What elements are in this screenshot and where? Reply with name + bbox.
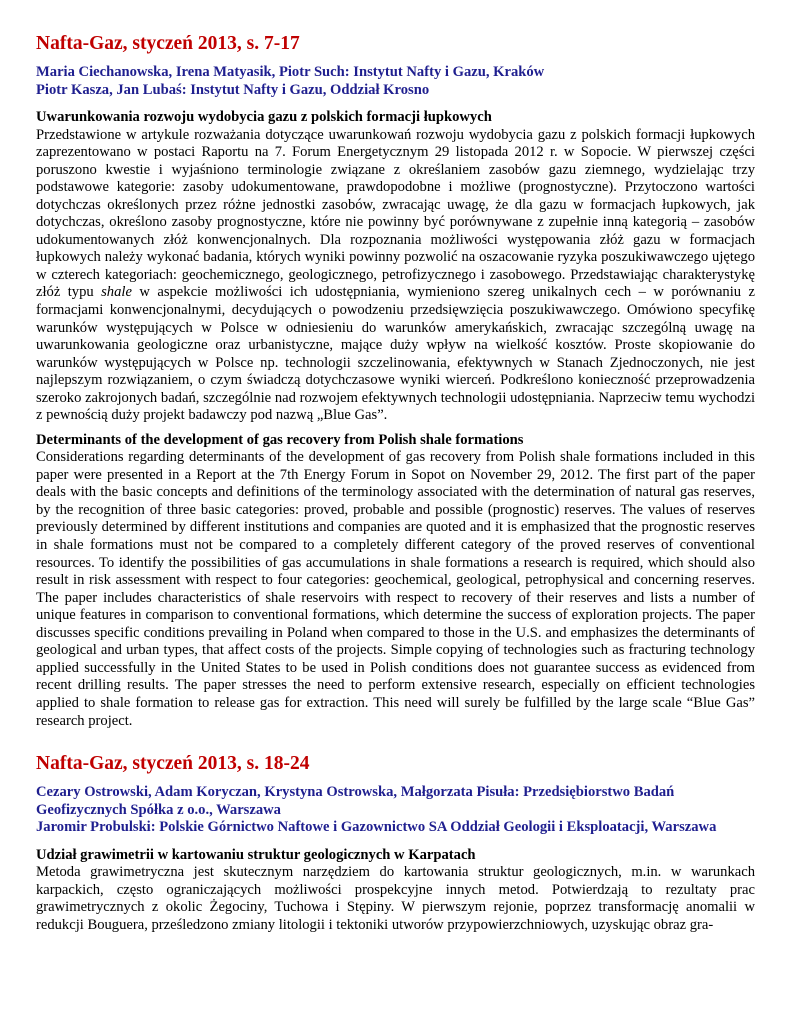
authors-line: Jaromir Probulski: Polskie Górnictwo Naftowe i Gazownictwo SA Oddział Geologii i Eksploatacji, Warszawa <box>36 819 717 836</box>
abstract-en: Considerations regarding determinants of the development of gas recovery from Polish shale formations included in this paper were presented in a Report at the 7th Energy Forum in Sopot on November 29, 2012. The first part of the paper deals with the basic concepts and definitions of the terminology associated with the determination of natural gas reserves, by the recognition of three basic categories: proved, probable and possible (prognostic) reserves. The values of reserves previously determined by different institutions and companies are quoted and it is emphasized that the prognostic reserves in shale formations must not be compared to a completely different category of the proved reserves of conventional resources. To identify the possibilities of gas accumulations in shale formations a research is required, which should also result in risk assessment with respect to four categories: geochemical, geological, petrophysical and concerning reserves. The paper includes characteristics of shale reservoirs with respect to recovery of their reserves and lists a number of unique features in comparison to conventional formations, which determine the success of exploration projects. The paper discusses specific conditions prevailing in Poland when compared to those in the U.S. and emphasizes the determinants of geological and urban types, that affect costs of the projects. Simple copying of technologies such as fracturing technology applied successfully in the United States to be used in Polish conditions does not guarantee success as evidenced from recent drilling results. The paper stresses the need to perform extensive research, especially on efficient technologies applied to shale formation to release gas for extraction. This need will surely be fulfilled by the large scale “Blue Gas” research project. <box>36 449 755 729</box>
section-title: Nafta-Gaz, styczeń 2013, s. 7-17 <box>36 33 300 54</box>
article-title-pl: Udział grawimetrii w kartowaniu struktur geologicznych w Karpatach <box>36 846 476 863</box>
authors-line: Piotr Kasza, Jan Lubaś: Instytut Nafty i Gazu, Oddział Krosno <box>36 81 430 98</box>
authors-line: Cezary Ostrowski, Adam Koryczan, Krystyna Ostrowska, Małgorzata Pisuła: Przedsiębiorstwo Badań Geofizycznych Spółka z o.o., Warszawa <box>36 784 675 818</box>
abstract-pl-italic-term: shale <box>101 284 132 301</box>
article-title-pl: Uwarunkowania rozwoju wydobycia gazu z polskich formacji łupkowych <box>36 109 492 125</box>
authors-block <box>36 64 755 99</box>
authors-block <box>36 784 755 837</box>
abstract-pl <box>36 127 755 425</box>
abstract-pl-part1: Przedstawione w artykule rozważania dotyczące uwarunkowań rozwoju wydobycia gazu z polskich formacji łupkowych zaprezentowano w postaci Raportu na 7. Forum Energetycznym 29 listopada 2012 r. w Sopocie. W pierwszej części poruszono kwestie i wyjaśniono terminologie związane z określaniem zasobów gazu ziemnego, wydzielając trzy podstawowe kategorie: zasoby udokumentowane, prawdopodobne i możliwe (prognostyczne). Przytoczono wartości dotychczas określonych przez różne jednostki zasobów, zwracając uwagę, że dla gazu w formacjach łupkowych, jak dotychczas, określono zasoby prognostyczne, które nie powinny być porównywane z zupełnie inną kategorią – zasobów udokumentowanych złóż konwencjonalnych. Dla rozpoznania możliwości występowania złóż gazu w formacjach łupkowych należy wykonać badania, których wyniki powinny pozwolić na oszacowanie ryzyka poszukiwawczego ujętego w czterech kategoriach: geochemicznego, geologicznego, petrofizycznego i zasobowego. Przedstawiając charakterystykę złóż typu <box>36 126 755 301</box>
article-title-en: Determinants of the development of gas recovery from Polish shale formations <box>36 431 524 448</box>
abstract-pl-part2: w aspekcie możliwości ich udostępniania, wymieniono szereg unikalnych cech – w porównaniu z formacjami konwencjonalnymi, decydujących o powodzeniu przedsięwzięcia poszukiwawczego. Omówiono specyfikę warunków występujących w Polsce w odniesieniu do warunków amerykańskich, zwracając szczególną uwagę na uwarunkowania geologiczne oraz urbanistyczne, mające duży wpływ na wielkość kosztów. Proste skopiowanie do warunków występujących w Polsce np. technologii szczelinowania, efektywnych w Stanach Zjednoczonych, nie jest najlepszym rozwiązaniem, o czym świadczą dotychczasowe wyniki wierceń. Podkreślono konieczność przeprowadzenia szeroko zakrojonych badań, szczególnie nad rozwojem efektywnych technologii udostępniania. Naprzeciw temu wychodzi z pewnością duży projekt badawczy pod nazwą „Blue Gas”. <box>36 284 755 424</box>
authors-line: Maria Ciechanowska, Irena Matyasik, Piotr Such: Instytut Nafty i Gazu, Kraków <box>36 64 545 80</box>
section-2 <box>36 752 755 934</box>
section-title: Nafta-Gaz, styczeń 2013, s. 18-24 <box>36 753 310 775</box>
abstract-pl: Metoda grawimetryczna jest skutecznym narzędziem do kartowania struktur geologicznych, m.in. w warunkach karpackich, często ograniczających możliwości prospekcyjne innych metod. Potwierdzają to rezultaty prac grawimetrycznych z okolic Żegociny, Tuchowa i Stępiny. W pierwszym rejonie, poprzez transformację anomalii w redukcji Bouguera, prześledzono zmiany litologii i tektoniki utworów przypowierzchniowych, uzyskując obraz gra- <box>36 864 755 933</box>
section-1 <box>36 32 755 730</box>
